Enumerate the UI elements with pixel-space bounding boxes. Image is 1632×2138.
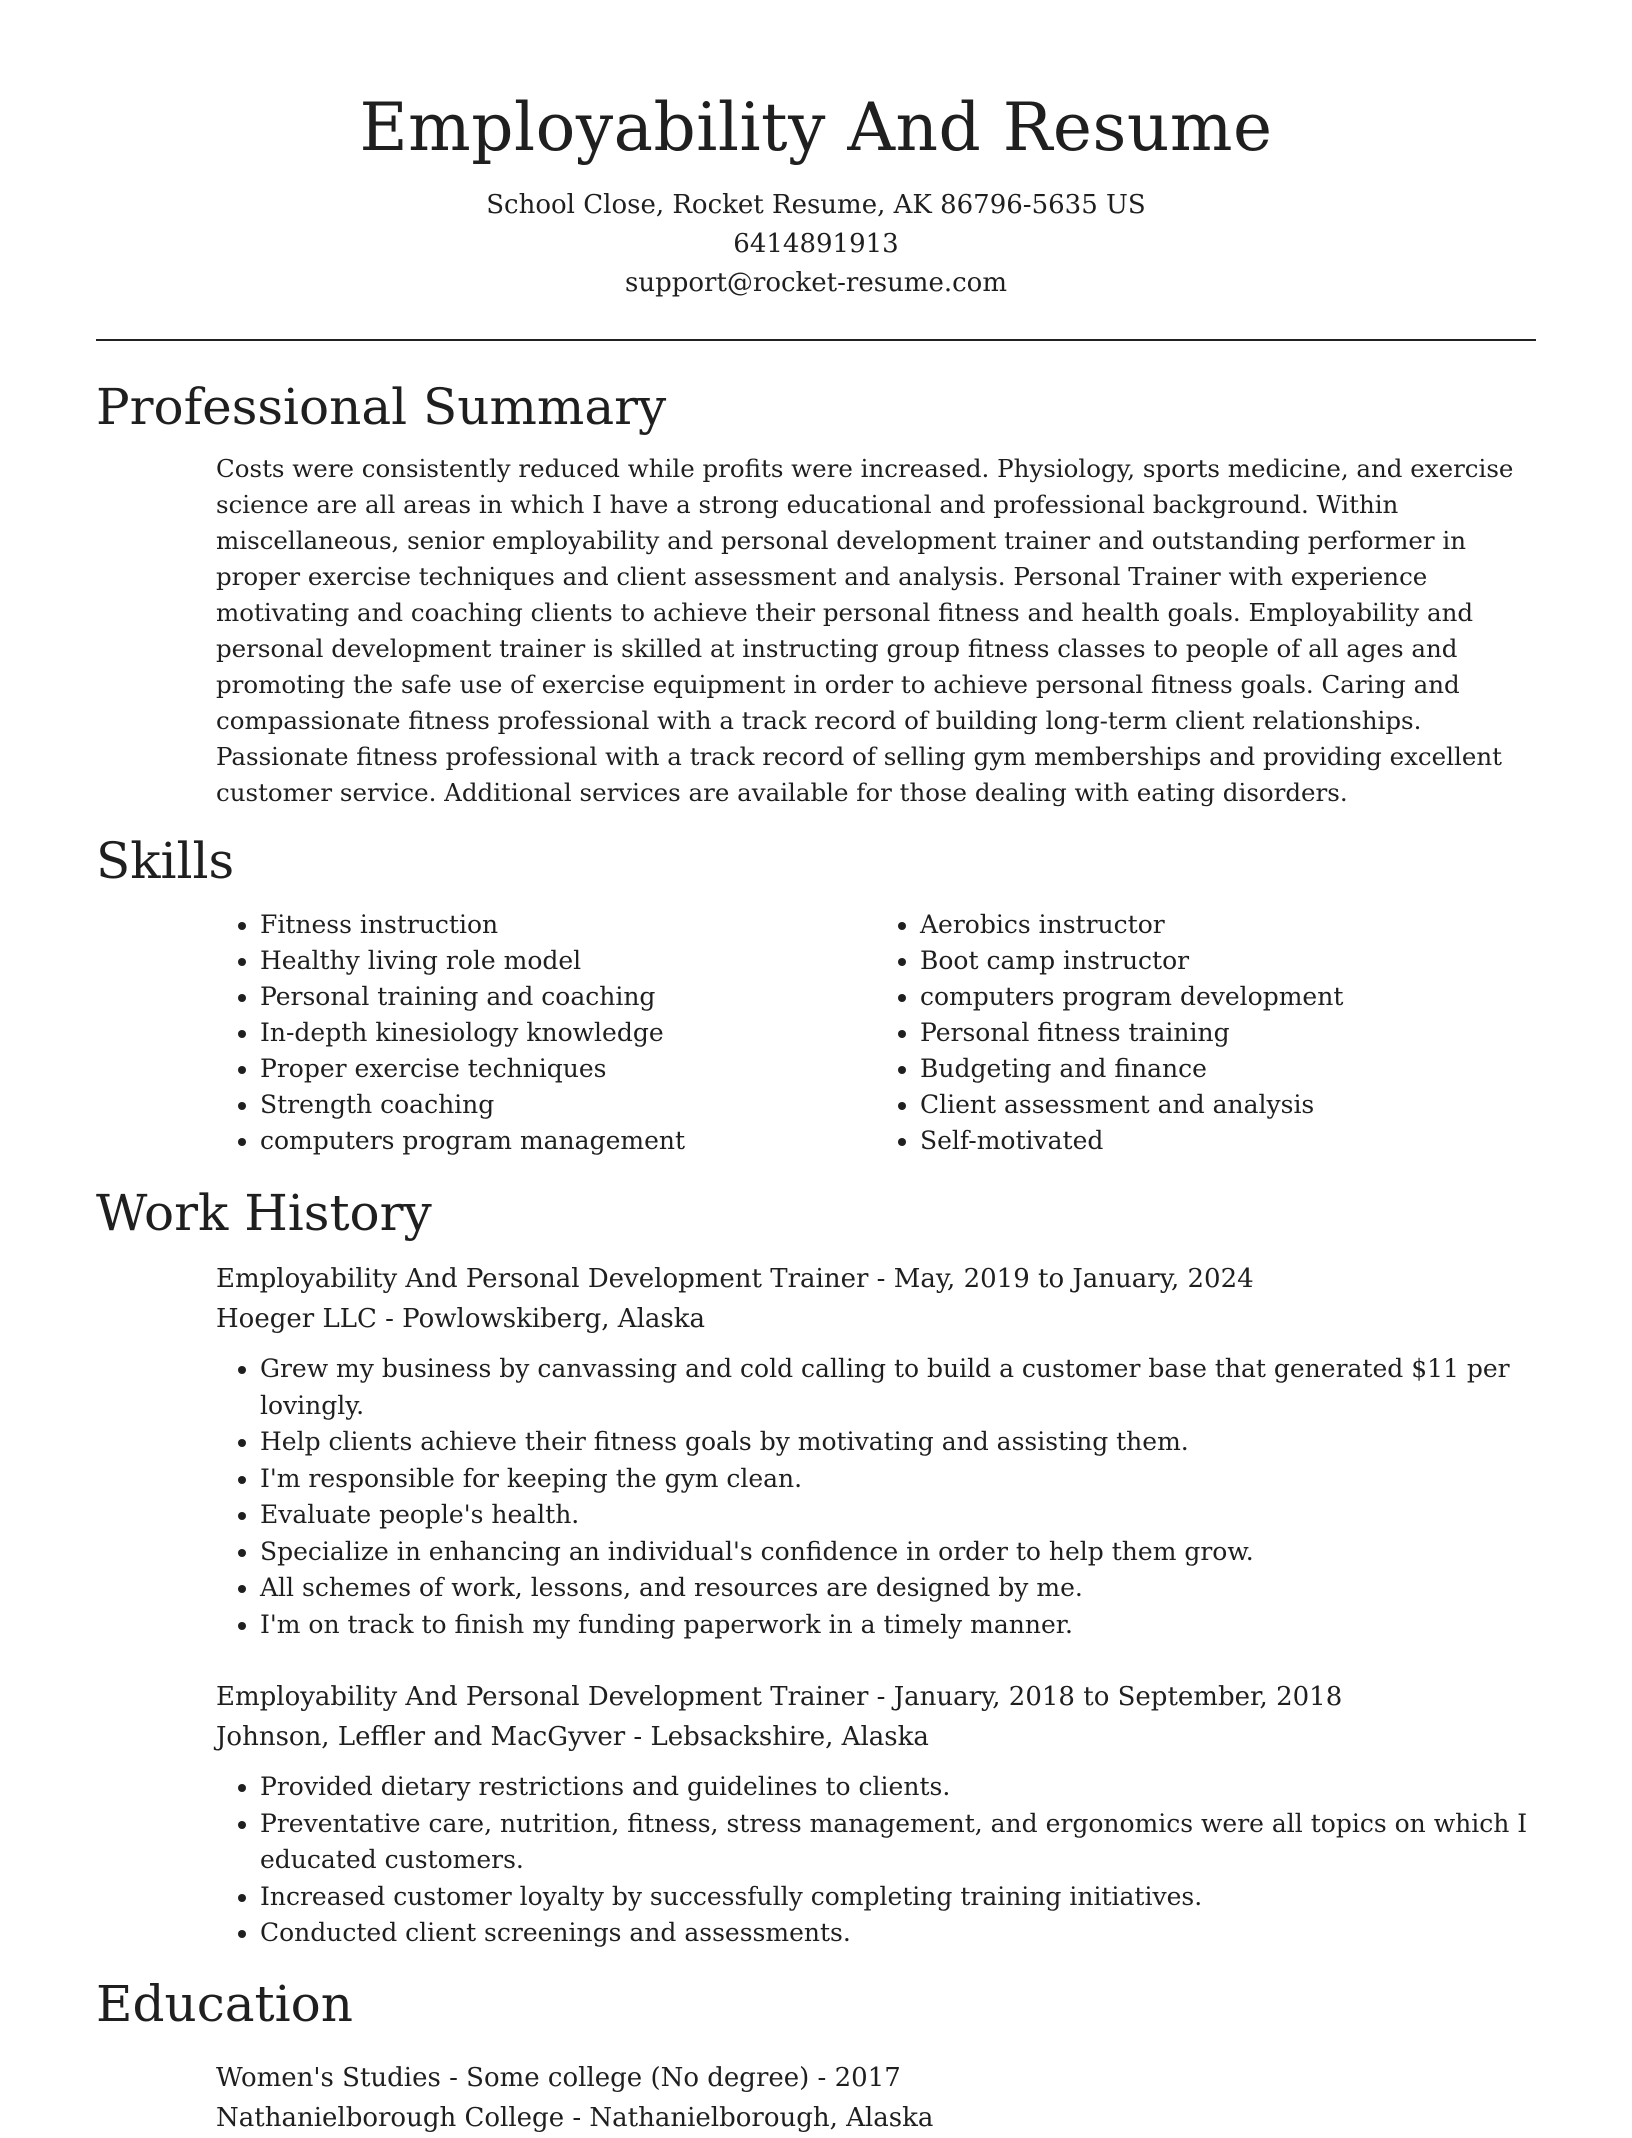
skill-item: • computers program development bbox=[920, 979, 1536, 1015]
skills-heading: Skills bbox=[96, 832, 235, 890]
duty-item: • Conducted client screenings and assessments. bbox=[260, 1915, 1536, 1952]
job-duties bbox=[216, 1769, 1536, 1952]
address: School Close, Rocket Resume, AK 86796-5635 US bbox=[486, 190, 1146, 220]
education-school: Nathanielborough College - Nathanielborough, Alaska bbox=[216, 2102, 934, 2133]
job-title: Employability And Personal Development Trainer - January, 2018 to September, 2018 bbox=[216, 1682, 1343, 1712]
summary-heading: Professional Summary bbox=[96, 378, 667, 436]
skill-item: • Aerobics instructor bbox=[920, 907, 1536, 943]
email: support@rocket-resume.com bbox=[624, 268, 1007, 298]
skill-item: • Healthy living role model bbox=[260, 943, 876, 979]
skill-item: • Proper exercise techniques bbox=[260, 1051, 876, 1087]
skill-item: • In-depth kinesiology knowledge bbox=[260, 1015, 876, 1051]
skill-item: • Strength coaching bbox=[260, 1087, 876, 1123]
duty-item: • I'm on track to finish my funding paperwork in a timely manner. bbox=[260, 1607, 1536, 1644]
skill-item: • Self-motivated bbox=[920, 1123, 1536, 1159]
duty-item: • Grew my business by canvassing and cold calling to build a customer base that generated $11 per lovingly. bbox=[260, 1351, 1536, 1424]
header-divider bbox=[96, 339, 1536, 341]
job-entry bbox=[216, 1677, 1536, 1952]
duty-item: • Specialize in enhancing an individual's confidence in order to help them grow. bbox=[260, 1534, 1536, 1571]
education-entry bbox=[216, 2058, 1536, 2138]
duty-item: • Provided dietary restrictions and guidelines to clients. bbox=[260, 1769, 1536, 1806]
duty-item: • Increased customer loyalty by successfully completing training initiatives. bbox=[260, 1879, 1536, 1916]
resume-page bbox=[96, 0, 1536, 2138]
duty-item: • All schemes of work, lessons, and resources are designed by me. bbox=[260, 1570, 1536, 1607]
summary-text: Costs were consistently reduced while profits were increased. Physiology, sports medicine, and exercise science are all areas in which I have a strong educational and professional background. Within miscellaneous, senior employability and personal development trainer and outstanding performer in proper exercise techniques and client assessment and analysis. Personal Trainer with experience motivating and coaching clients to achieve their personal fitness and health goals. Employability and personal development trainer is skilled at instructing group fitness classes to people of all ages and promoting the safe use of exercise equipment in order to achieve personal fitness goals. Caring and compassionate fitness professional with a track record of building long-term client relationships. Passionate fitness professional with a track record of selling gym memberships and providing excellent customer service. Additional services are available for those dealing with eating disorders. bbox=[216, 454, 1514, 807]
job-duties bbox=[216, 1351, 1536, 1643]
job-entry bbox=[216, 1259, 1536, 1643]
skills-columns bbox=[216, 907, 1536, 1159]
skills-right-list bbox=[876, 907, 1536, 1159]
skill-item: • Client assessment and analysis bbox=[920, 1087, 1536, 1123]
skill-item: • Personal training and coaching bbox=[260, 979, 876, 1015]
resume-header bbox=[96, 0, 1536, 303]
skill-item: • Personal fitness training bbox=[920, 1015, 1536, 1051]
work-history-section bbox=[96, 1183, 1536, 1952]
job-company: Hoeger LLC - Powlowskiberg, Alaska bbox=[216, 1304, 705, 1334]
duty-item: • Help clients achieve their fitness goals by motivating and assisting them. bbox=[260, 1424, 1536, 1461]
skill-item: • Fitness instruction bbox=[260, 907, 876, 943]
skill-item: • Boot camp instructor bbox=[920, 943, 1536, 979]
skills-left-list bbox=[216, 907, 876, 1159]
summary-section bbox=[96, 377, 1536, 811]
education-section bbox=[96, 1974, 1536, 2138]
contact-info bbox=[96, 186, 1536, 303]
phone: 6414891913 bbox=[733, 229, 899, 259]
duty-item: • Preventative care, nutrition, fitness, stress management, and ergonomics were all topics on which I educated customers. bbox=[260, 1806, 1536, 1879]
education-degree: Women's Studies - Some college (No degree) - 2017 bbox=[216, 2062, 901, 2093]
duty-item: • Evaluate people's health. bbox=[260, 1497, 1536, 1534]
duty-item: • I'm responsible for keeping the gym clean. bbox=[260, 1461, 1536, 1498]
candidate-name: Employability And Resume bbox=[359, 89, 1273, 166]
skill-item: • Budgeting and finance bbox=[920, 1051, 1536, 1087]
work-history-heading: Work History bbox=[96, 1184, 432, 1242]
education-heading: Education bbox=[96, 1974, 353, 2033]
skills-section bbox=[96, 831, 1536, 1159]
job-company: Johnson, Leffler and MacGyver - Lebsackshire, Alaska bbox=[216, 1722, 929, 1752]
skill-item: • computers program management bbox=[260, 1123, 876, 1159]
job-title: Employability And Personal Development Trainer - May, 2019 to January, 2024 bbox=[216, 1264, 1254, 1294]
